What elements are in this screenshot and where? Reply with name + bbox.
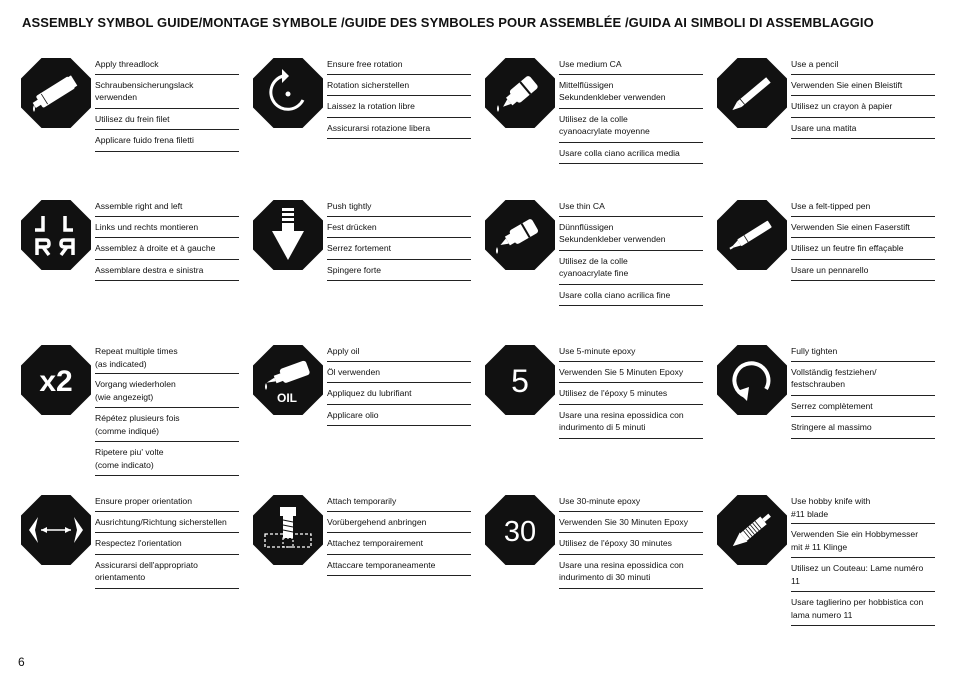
- text-de: Ausrichtung/Richtung sicherstellen: [95, 516, 239, 534]
- text-it: Assicurarsi rotazione libera: [327, 122, 471, 140]
- text-en: Ensure free rotation: [327, 58, 471, 75]
- text-it: Usare colla ciano acrilica fine: [559, 289, 703, 307]
- thirty-minute-epoxy-icon: [485, 495, 555, 565]
- text-en: Use 5-minute epoxy: [559, 345, 703, 362]
- text-de: Vorgang wiederholen (wie angezeigt): [95, 378, 239, 408]
- text-en: Push tightly: [327, 200, 471, 217]
- text-fr: Utilisez du frein filet: [95, 113, 239, 131]
- page-title: ASSEMBLY SYMBOL GUIDE/MONTAGE SYMBOLE /GUIDE DES SYMBOLES POUR ASSEMBLÉE /GUIDA AI SIMBOLI DI ASSEMBLAGGIO: [22, 15, 874, 30]
- text-de: Dünnflüssigen Sekundenkleber verwenden: [559, 221, 703, 251]
- text-en: Apply threadlock: [95, 58, 239, 75]
- text-en: Assemble right and left: [95, 200, 239, 217]
- oil-label: OIL: [277, 391, 297, 405]
- repeat-x2-icon: [21, 345, 91, 415]
- text-fr: Utilisez de l'époxy 30 minutes: [559, 537, 703, 555]
- medium-ca-bottle-icon: [485, 58, 555, 128]
- five-minute-epoxy-icon: [485, 345, 555, 415]
- text-fr: Utilisez un Couteau: Lame numéro 11: [791, 562, 935, 592]
- push-tightly-icon: [253, 200, 323, 270]
- page-number: 6: [18, 655, 25, 669]
- text-it: Attaccare temporaneamente: [327, 559, 471, 577]
- text-de: Links und rechts montieren: [95, 221, 239, 239]
- threadlock-tube-icon: [21, 58, 91, 128]
- text-it: Assicurarsi dell'appropriato orientamento: [95, 559, 239, 589]
- text-fr: Respectez l'orientation: [95, 537, 239, 555]
- text-fr: Utilisez de la colle cyanoacrylate moyenne: [559, 113, 703, 143]
- free-rotation-icon: [253, 58, 323, 128]
- text-fr: Attachez temporairement: [327, 537, 471, 555]
- text-de: Verwenden Sie einen Faserstift: [791, 221, 935, 239]
- text-de: Öl verwenden: [327, 366, 471, 384]
- text-fr: Utilisez de l'époxy 5 minutes: [559, 387, 703, 405]
- text-en: Use a felt-tipped pen: [791, 200, 935, 217]
- text-it: Assemblare destra e sinistra: [95, 264, 239, 282]
- text-en: Use thin CA: [559, 200, 703, 217]
- fully-tighten-icon: [717, 345, 787, 415]
- text-en: Attach temporarily: [327, 495, 471, 512]
- text-fr: Serrez complètement: [791, 400, 935, 418]
- text-it: Usare colla ciano acrilica media: [559, 147, 703, 165]
- oil-bottle-icon: [253, 345, 323, 415]
- text-en: Fully tighten: [791, 345, 935, 362]
- text-en: Use a pencil: [791, 58, 935, 75]
- text-it: Spingere forte: [327, 264, 471, 282]
- repeat-label: x2: [39, 365, 73, 398]
- text-it: Usare un pennarello: [791, 264, 935, 282]
- text-it: Usare una matita: [791, 122, 935, 140]
- text-de: Rotation sicherstellen: [327, 79, 471, 97]
- text-en: Use hobby knife with #11 blade: [791, 495, 935, 524]
- text-fr: Utilisez un feutre fin effaçable: [791, 242, 935, 260]
- text-fr: Répétez plusieurs fois (comme indiqué): [95, 412, 239, 442]
- text-de: Verwenden Sie 5 Minuten Epoxy: [559, 366, 703, 384]
- felt-tip-pen-icon: [717, 200, 787, 270]
- text-en: Use 30-minute epoxy: [559, 495, 703, 512]
- text-it: Ripetere piu' volte (come indicato): [95, 446, 239, 476]
- text-de: Verwenden Sie ein Hobbymesser mit # 11 Klinge: [791, 528, 935, 558]
- text-en: Apply oil: [327, 345, 471, 362]
- epoxy-minutes-label: 5: [511, 363, 529, 399]
- text-fr: Utilisez un crayon à papier: [791, 100, 935, 118]
- text-it: Stringere al massimo: [791, 421, 935, 439]
- text-fr: Serrez fortement: [327, 242, 471, 260]
- pencil-icon: [717, 58, 787, 128]
- text-en: Repeat multiple times (as indicated): [95, 345, 239, 374]
- text-it: Applicare fuido frena filetti: [95, 134, 239, 152]
- text-de: Schraubensicherungslack verwenden: [95, 79, 239, 109]
- text-fr: Appliquez du lubrifiant: [327, 387, 471, 405]
- epoxy-minutes-label: 30: [503, 516, 537, 548]
- text-fr: Utilisez de la colle cyanoacrylate fine: [559, 255, 703, 285]
- hobby-knife-icon: [717, 495, 787, 565]
- right-left-assembly-icon: [21, 200, 91, 270]
- text-de: Fest drücken: [327, 221, 471, 239]
- text-en: Use medium CA: [559, 58, 703, 75]
- text-en: Ensure proper orientation: [95, 495, 239, 512]
- temporary-screw-icon: [253, 495, 323, 565]
- text-fr: Assemblez à droite et à gauche: [95, 242, 239, 260]
- text-it: Usare taglierino per hobbistica con lama numero 11: [791, 596, 935, 626]
- text-de: Verwenden Sie einen Bleistift: [791, 79, 935, 97]
- text-it: Usare una resina epossidica con indurimento di 30 minuti: [559, 559, 703, 589]
- text-de: Vorübergehend anbringen: [327, 516, 471, 534]
- thin-ca-bottle-icon: [485, 200, 555, 270]
- orientation-arrows-icon: [21, 495, 91, 565]
- text-de: Vollständig festziehen/ festschrauben: [791, 366, 935, 396]
- text-it: Applicare olio: [327, 409, 471, 427]
- text-de: Mittelflüssigen Sekundenkleber verwenden: [559, 79, 703, 109]
- text-it: Usare una resina epossidica con indurimento di 5 minuti: [559, 409, 703, 439]
- text-de: Verwenden Sie 30 Minuten Epoxy: [559, 516, 703, 534]
- text-fr: Laissez la rotation libre: [327, 100, 471, 118]
